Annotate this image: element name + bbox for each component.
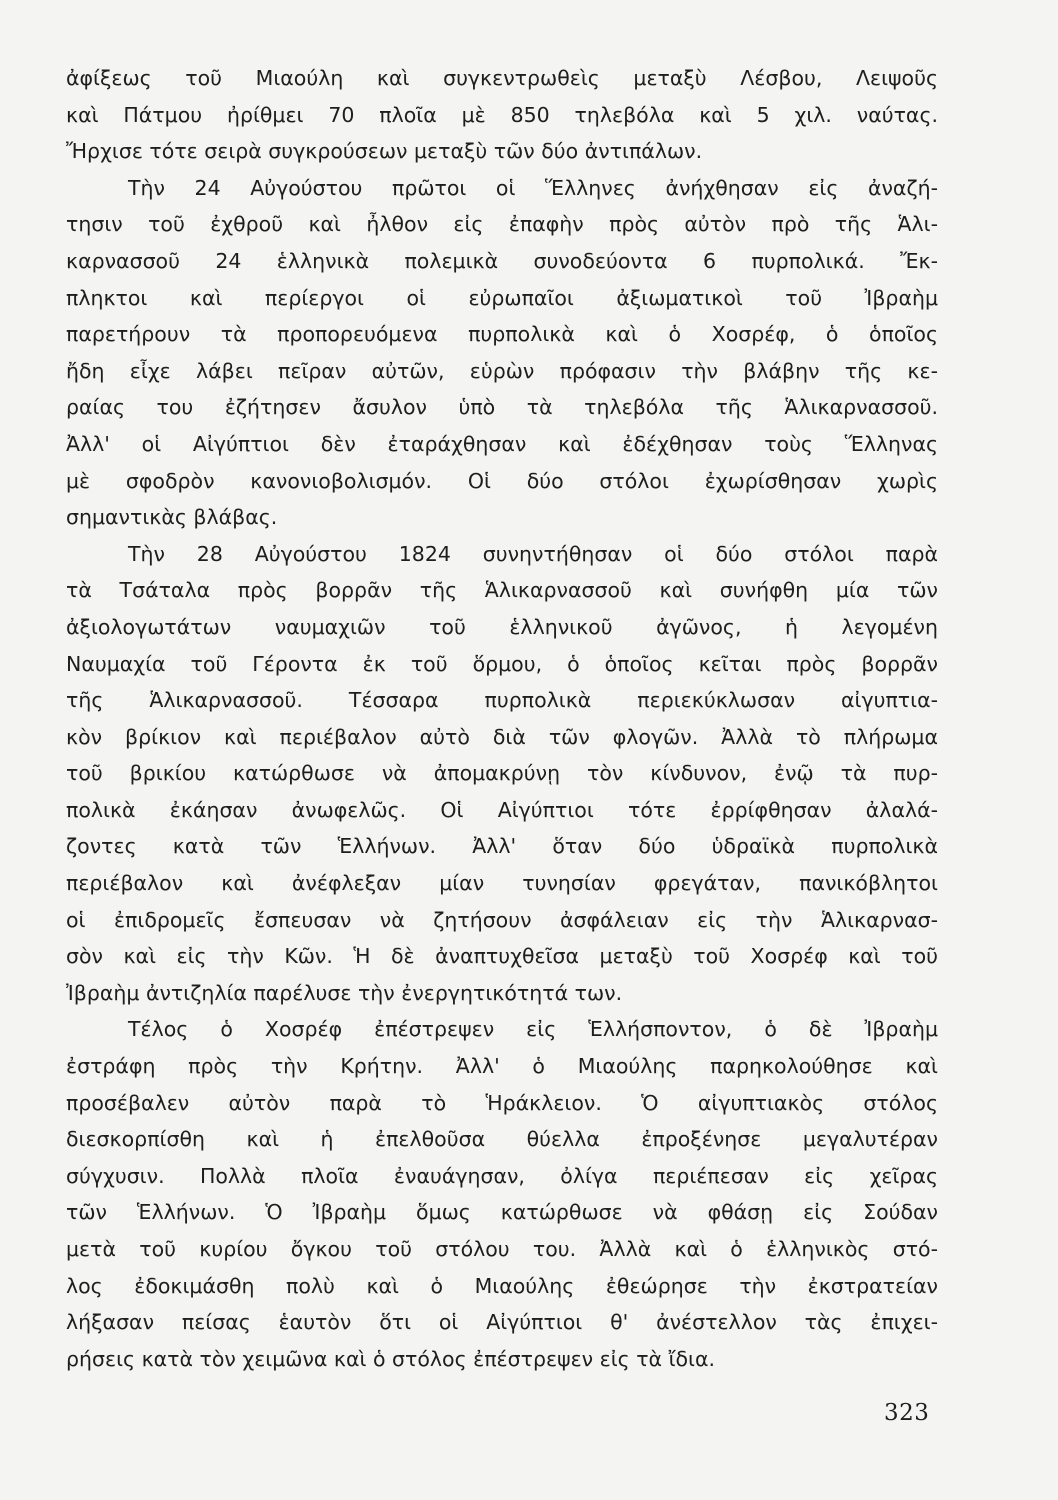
text-line: μετὰ τοῦ κυρίου ὄγκου τοῦ στόλου του. Ἀλλὰ καὶ ὁ ἑλληνικὸς στό- <box>66 1237 938 1261</box>
paragraph-first-line: Τέλος ὁ Χοσρέφ ἐπέστρεψεν εἰς Ἑλλήσποντον, ὁ δὲ Ἰβραὴμ <box>128 1017 938 1042</box>
paragraph-first-line: Τὴν 28 Αὐγούστου 1824 συνηντήθησαν οἱ δύο στόλοι παρὰ <box>128 541 938 566</box>
text-line: ζοντες κατὰ τῶν Ἑλλήνων. Ἀλλ' ὅταν δύο ὑδραϊκὰ πυρπολικὰ <box>66 834 938 859</box>
text-line: ἀφίξεως τοῦ Μιαούλη καὶ συγκεντρωθεὶς μεταξὺ Λέσβου, Λειψοῦς <box>66 66 938 90</box>
text-line: λος ἐδοκιμάσθη πολὺ καὶ ὁ Μιαούλης ἐθεώρησε τὴν ἐκστρατείαν <box>66 1273 938 1298</box>
text-line: καρνασσοῦ 24 ἑλληνικὰ πολεμικὰ συνοδεύοντα 6 πυρπολικά. Ἔκ- <box>66 248 938 273</box>
text-line: παρετήρουν τὰ προπορευόμενα πυρπολικὰ καὶ ὁ Χοσρέφ, ὁ ὁποῖος <box>66 322 938 347</box>
text-line: οἱ ἐπιδρομεῖς ἔσπευσαν νὰ ζητήσουν ἀσφάλειαν εἰς τὴν Ἁλικαρνασ- <box>66 907 938 932</box>
text-line: ἀξιολογωτάτων ναυμαχιῶν τοῦ ἑλληνικοῦ ἀγῶνος, ἡ λεγομένη <box>66 614 938 639</box>
text-line: τησιν τοῦ ἐχθροῦ καὶ ἦλθον εἰς ἐπαφὴν πρὸς αὐτὸν πρὸ τῆς Ἁλι- <box>66 212 938 237</box>
text-line: σημαντικὰς βλάβας. <box>66 505 278 530</box>
text-line: τοῦ βρικίου κατώρθωσε νὰ ἀπομακρύνῃ τὸν κίνδυνον, ἐνῷ τὰ πυρ- <box>66 761 938 786</box>
page-number: 323 <box>884 1400 930 1426</box>
text-line: διεσκορπίσθη καὶ ἡ ἐπελθοῦσα θύελλα ἐπροξένησε μεγαλυτέραν <box>66 1127 938 1152</box>
text-line: τῆς Ἁλικαρνασσοῦ. Τέσσαρα πυρπολικὰ περιεκύκλωσαν αἰγυπτια- <box>66 688 938 713</box>
text-line: τῶν Ἑλλήνων. Ὁ Ἰβραὴμ ὅμως κατώρθωσε νὰ φθάσῃ εἰς Σούδαν <box>66 1200 938 1225</box>
text-line: τὰ Τσάταλα πρὸς βορρᾶν τῆς Ἁλικαρνασσοῦ καὶ συνήφθη μία τῶν <box>66 578 938 603</box>
text-line: καὶ Πάτμου ἠρίθμει 70 πλοῖα μὲ 850 τηλεβόλα καὶ 5 χιλ. ναύτας. <box>66 102 938 127</box>
text-line: Ἰβραὴμ ἀντιζηλία παρέλυσε τὴν ἐνεργητικότητά των. <box>66 980 623 1005</box>
text-line: Ἤρχισε τότε σειρὰ συγκρούσεων μεταξὺ τῶν δύο ἀντιπάλων. <box>66 139 703 164</box>
text-line: ἐστράφη πρὸς τὴν Κρήτην. Ἀλλ' ὁ Μιαούλης παρηκολούθησε καὶ <box>66 1054 938 1079</box>
text-line: ραίας του ἐζήτησεν ἄσυλον ὑπὸ τὰ τηλεβόλα τῆς Ἁλικαρνασσοῦ. <box>66 395 938 420</box>
text-line: πολικὰ ἐκάησαν ἀνωφελῶς. Οἱ Αἰγύπτιοι τότε ἐρρίφθησαν ἀλαλά- <box>66 797 938 822</box>
text-line: πληκτοι καὶ περίεργοι οἱ εὐρωπαῖοι ἀξιωματικοὶ τοῦ Ἰβραὴμ <box>66 285 938 310</box>
text-line: Ἀλλ' οἱ Αἰγύπτιοι δὲν ἐταράχθησαν καὶ ἐδέχθησαν τοὺς Ἕλληνας <box>66 431 938 456</box>
text-line: περιέβαλον καὶ ἀνέφλεξαν μίαν τυνησίαν φρεγάταν, πανικόβλητοι <box>66 871 938 896</box>
text-line: λήξασαν πείσας ἑαυτὸν ὅτι οἱ Αἰγύπτιοι θ' ἀνέστελλον τὰς ἐπιχει- <box>66 1310 938 1335</box>
book-page-text <box>66 60 938 1377</box>
paragraph-first-line: Τὴν 24 Αὐγούστου πρῶτοι οἱ Ἕλληνες ἀνήχθησαν εἰς ἀναζή- <box>128 175 938 200</box>
text-line: ρήσεις κατὰ τὸν χειμῶνα καὶ ὁ στόλος ἐπέστρεψεν εἰς τὰ ἴδια. <box>66 1346 716 1371</box>
text-line: Ναυμαχία τοῦ Γέροντα ἐκ τοῦ ὅρμου, ὁ ὁποῖος κεῖται πρὸς βορρᾶν <box>66 651 938 676</box>
text-line: σύγχυσιν. Πολλὰ πλοῖα ἐναυάγησαν, ὀλίγα περιέπεσαν εἰς χεῖρας <box>66 1163 938 1188</box>
text-line: κὸν βρίκιον καὶ περιέβαλον αὐτὸ διὰ τῶν φλογῶν. Ἀλλὰ τὸ πλήρωμα <box>66 724 938 749</box>
text-line: προσέβαλεν αὐτὸν παρὰ τὸ Ἡράκλειον. Ὁ αἰγυπτιακὸς στόλος <box>66 1090 938 1115</box>
text-line: σὸν καὶ εἰς τὴν Κῶν. Ἡ δὲ ἀναπτυχθεῖσα μεταξὺ τοῦ Χοσρέφ καὶ τοῦ <box>66 944 938 969</box>
text-line: ἤδη εἶχε λάβει πεῖραν αὐτῶν, εὑρὼν πρόφασιν τὴν βλάβην τῆς κε- <box>66 358 938 383</box>
text-line: μὲ σφοδρὸν κανονιοβολισμόν. Οἱ δύο στόλοι ἐχωρίσθησαν χωρὶς <box>66 468 938 493</box>
